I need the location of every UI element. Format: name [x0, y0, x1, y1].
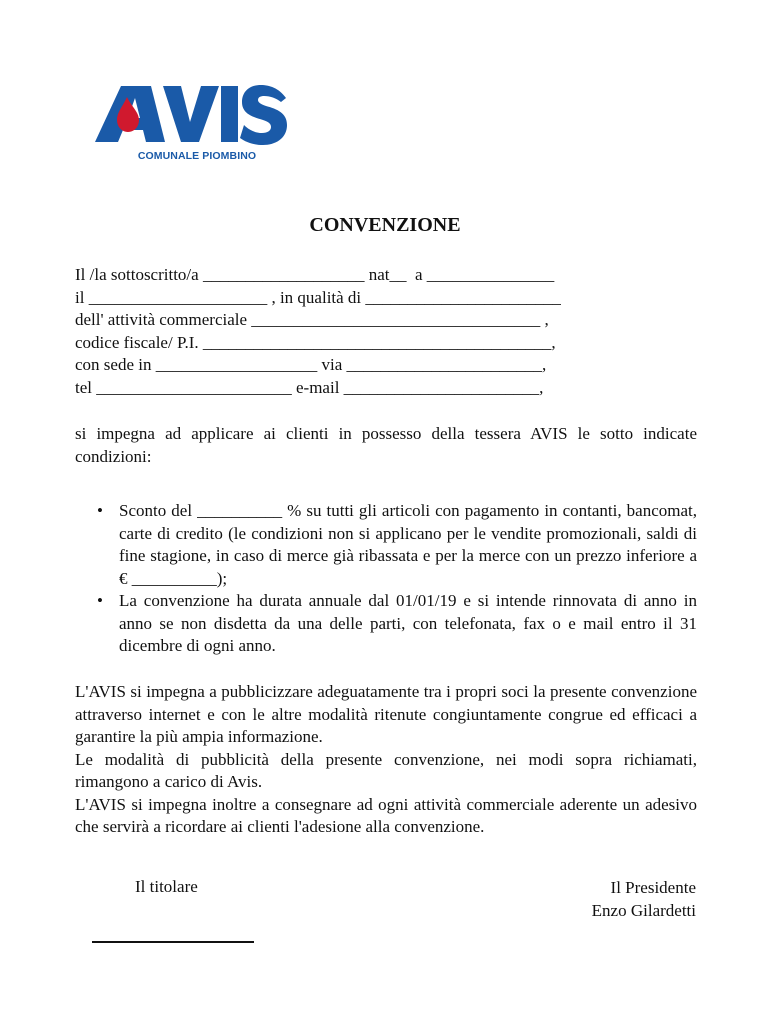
form-line-tax-code: codice fiscale/ P.I. _________________________________________,	[75, 333, 556, 352]
list-item	[97, 590, 697, 658]
condition-duration: La convenzione ha durata annuale dal 01/01/19 e si intende rinnovata di anno in anno se non disdetta da una delle parti, con telefonata, fax o e mail entro il 31 dicembre di ogni anno.	[119, 591, 697, 655]
signature-president-role: Il Presidente	[610, 878, 696, 897]
form-line-address: con sede in ___________________ via _______________________,	[75, 355, 547, 374]
paragraph-costs: Le modalità di pubblicità della presente convenzione, nei modi sopra richiamati, rimangono a carico di Avis.	[75, 749, 697, 791]
bullet-icon: •	[97, 591, 103, 610]
paragraph-sticker: L'AVIS si impegna inoltre a consegnare ad ogni attività commerciale aderente un adesivo che servirà a ricordare ai clienti l'adesione alla convenzione.	[75, 794, 697, 836]
signature-line	[92, 941, 254, 943]
body-paragraphs	[75, 681, 697, 839]
form-line-date-role: il _____________________ , in qualità di _______________________	[75, 288, 561, 307]
signature-holder-label: Il titolare	[135, 877, 198, 896]
list-item	[97, 500, 697, 590]
paragraph-publicity: L'AVIS si impegna a pubblicizzare adeguatamente tra i propri soci la presente convenzione attraverso internet e con le altre modalità ritenute congiuntamente congrue ed efficaci a garantire la più ampia informazione.	[75, 682, 697, 746]
form-line-contacts: tel _______________________ e-mail _______________________,	[75, 378, 544, 397]
bullet-icon: •	[97, 501, 103, 520]
document-title: CONVENZIONE	[309, 214, 461, 236]
form-line-business: dell' attività commerciale __________________________________ ,	[75, 310, 549, 329]
avis-logo-mark	[93, 80, 288, 150]
conditions-list	[97, 500, 697, 658]
condition-discount: Sconto del __________ % su tutti gli articoli con pagamento in contanti, bancomat, carte di credito (le condizioni non si applicano per le vendite promozionali, saldi di fine stagione, in caso di merce già ribassata e per la merce con un prezzo inferiore a € __________);	[119, 501, 697, 588]
intro-paragraph: si impegna ad applicare ai clienti in possesso della tessera AVIS le sotto indicate condizioni:	[75, 424, 697, 466]
signature-president-block	[592, 877, 696, 922]
signature-president-name: Enzo Gilardetti	[591, 900, 696, 920]
logo-subtitle: COMUNALE PIOMBINO	[137, 150, 257, 162]
form-line-name: Il /la sottoscritto/a ___________________ nat__ a _______________	[75, 265, 555, 284]
avis-logo	[93, 80, 288, 165]
